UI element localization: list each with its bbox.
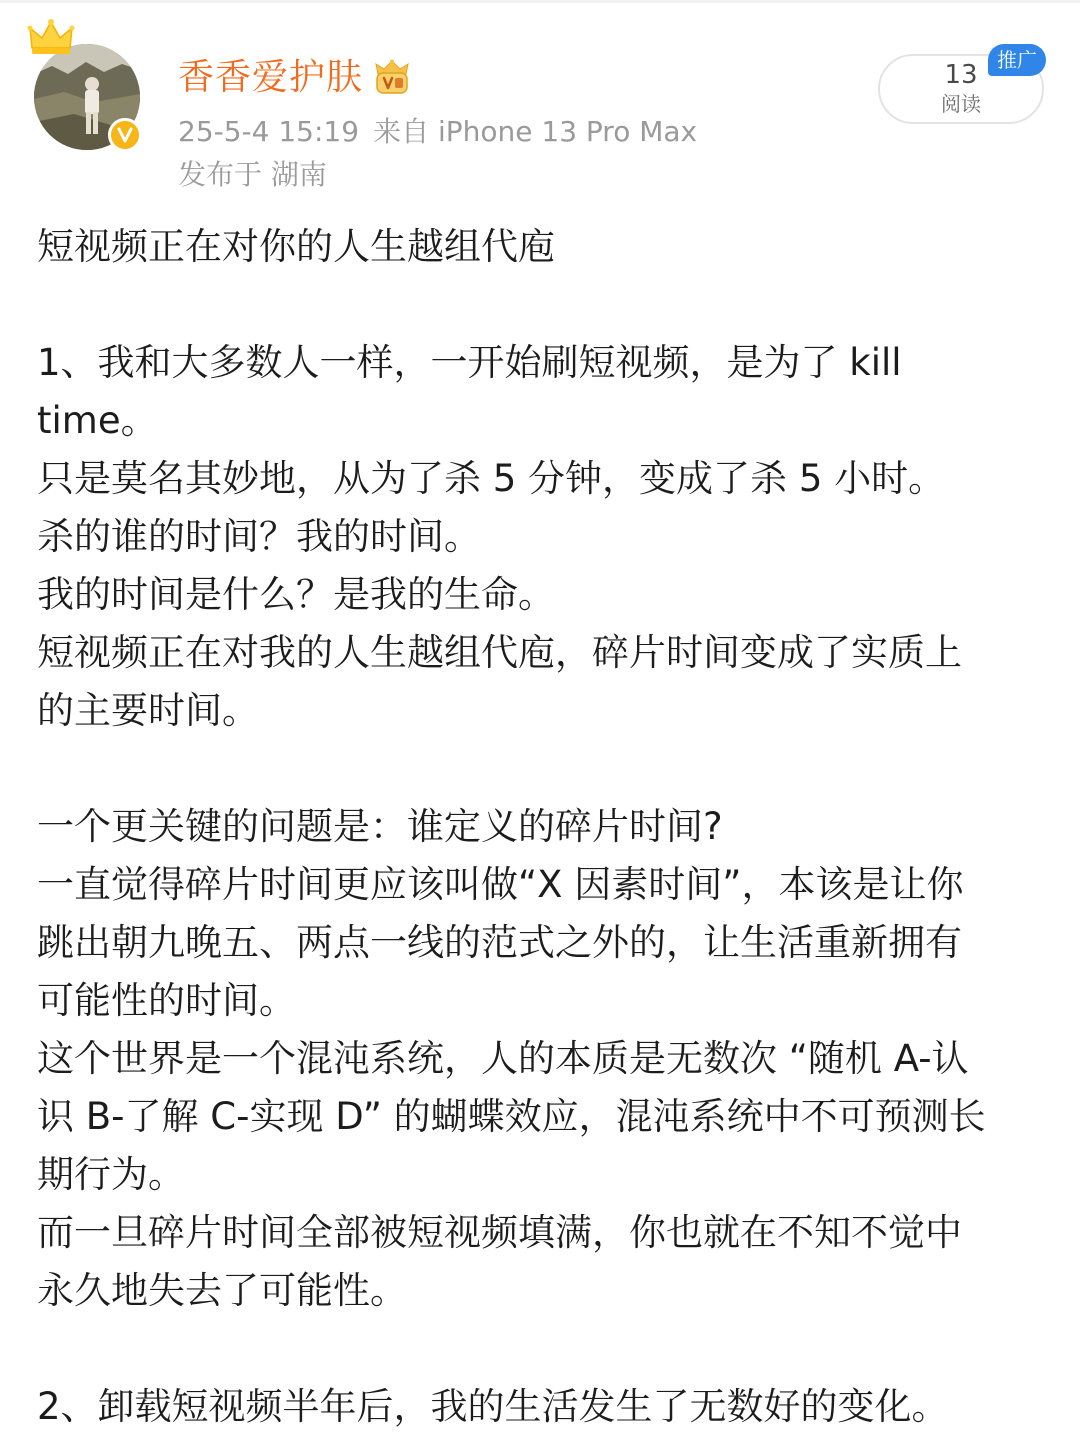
author-avatar[interactable] [34, 44, 144, 154]
post-line: 永久地失去了可能性。 [37, 1269, 407, 1312]
verified-badge-icon [108, 118, 142, 152]
post-blank-line [37, 740, 1047, 798]
post-line: 短视频正在对你的人生越组代庖 [37, 225, 555, 268]
post-line: 只是莫名其妙地，从为了杀 5 分钟，变成了杀 5 小时。 [37, 457, 946, 500]
post-line: 跳出朝九晚五、两点一线的范式之外的，让生活重新拥有 [37, 921, 962, 964]
promo-badge[interactable]: 推广 [988, 44, 1046, 76]
post-blank-line [37, 1320, 1047, 1378]
post-source[interactable]: 来自 iPhone 13 Pro Max [373, 115, 698, 148]
post-line: 识 B-了解 C-实现 D” 的蝴蝶效应，混沌系统中不可预测长 [37, 1095, 986, 1138]
top-divider [0, 0, 1080, 3]
post-line: 可能性的时间。 [37, 979, 296, 1022]
post-blank-line [37, 276, 1047, 334]
post-line: 的主要时间。 [37, 689, 259, 732]
post-line: 2、卸载短视频半年后，我的生活发生了无数好的变化。 [37, 1385, 949, 1428]
post-line: 1、我和大多数人一样，一开始刷短视频，是为了 kill [37, 341, 902, 384]
post-body [37, 218, 1047, 1436]
post-line: 杀的谁的时间？我的时间。 [37, 515, 481, 558]
post-location: 发布于 湖南 [178, 158, 327, 191]
post-line: time。 [37, 399, 158, 442]
post-line: 一个更关键的问题是：谁定义的碎片时间? [37, 805, 723, 848]
post-line: 这个世界是一个混沌系统，人的本质是无数次 “随机 A-认 [37, 1037, 969, 1080]
crown-icon [26, 18, 76, 58]
read-label: 阅读 [941, 92, 981, 116]
post-line: 短视频正在对我的人生越组代庖，碎片时间变成了实质上 [37, 631, 962, 674]
read-count: 13 [944, 60, 978, 90]
post-line: 一直觉得碎片时间更应该叫做“X 因素时间”，本该是让你 [37, 863, 964, 906]
post-line: 而一旦碎片时间全部被短视频填满，你也就在不知不觉中 [37, 1211, 962, 1254]
vip-level-icon[interactable] [372, 58, 412, 98]
post-line: 期行为。 [37, 1153, 185, 1196]
post-datetime: 25-5-4 15:19 [178, 115, 360, 148]
post-line: 我的时间是什么？是我的生命。 [37, 573, 555, 616]
author-name[interactable]: 香香爱护肤 [178, 57, 364, 98]
post-meta [178, 115, 697, 149]
